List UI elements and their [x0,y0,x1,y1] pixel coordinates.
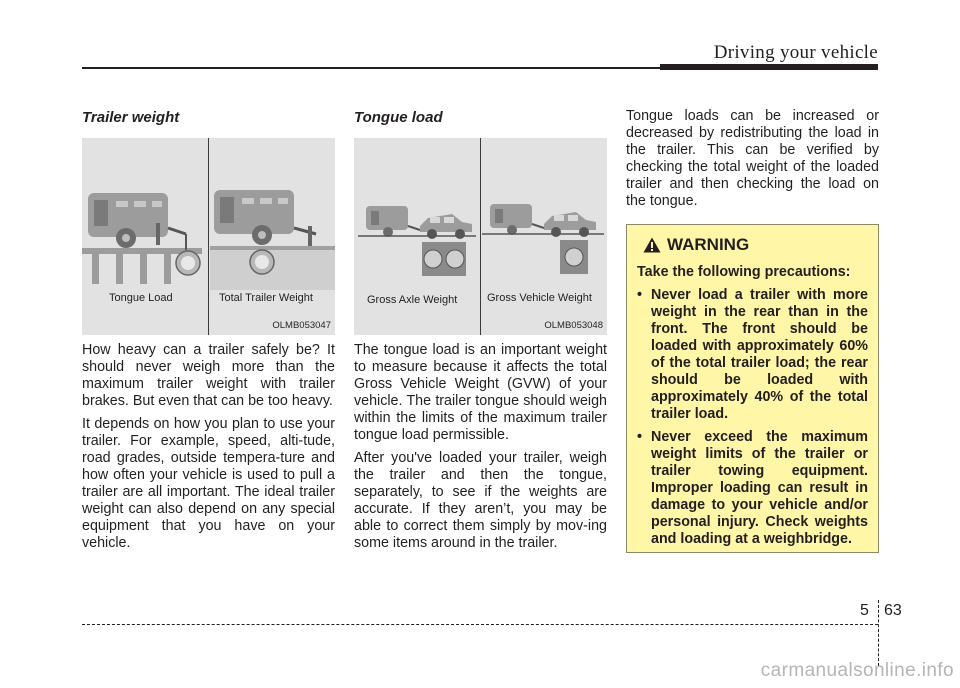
chapter-number: 5 [860,602,869,619]
gross-vehicle-weight-caption: Gross Vehicle Weight [487,292,592,304]
footer-rule [82,624,878,625]
warning-triangle-icon [643,237,661,253]
gross-vehicle-weight-illustration [482,204,604,274]
paragraph: It depends on how you plan to use your trailer. For example, speed, alti-tude, road grades, outside tempera-ture and how often your vehicle is used to pull a trailer are all important. The ideal trailer weight can also depend on any special equipment that you have on your vehicle. [82,416,335,551]
warning-header [643,235,868,255]
paragraph: After you've loaded your trailer, weigh the trailer and then the tongue, separately, to see if the weights are accurate. If they aren’t, you may be able to correct them simply by mov-ing some items around in the trailer. [354,450,607,551]
gross-axle-weight-illustration [358,206,476,276]
warning-intro: Take the following precautions: [637,264,851,280]
warning-item [637,287,868,423]
figure-divider [480,138,481,335]
tongue-load-heading: Tongue load [354,109,443,126]
trailer-weight-body [82,342,335,558]
warning-title: WARNING [667,235,750,254]
tongue-load-illustration [82,193,202,284]
figure-divider [208,138,209,335]
tongue-load-figure [354,138,607,335]
page-number-divider [878,600,879,666]
paragraph: The tongue load is an important weight to measure because it affects the total Gross Vehicle Weight (GVW) of your vehicle. The trailer tongue should weigh within the limits of the maximum trailer tongue load permissible. [354,342,607,443]
total-trailer-weight-caption: Total Trailer Weight [219,292,313,304]
section-title: Driving your vehicle [713,42,878,63]
page-number: 63 [884,602,902,619]
total-trailer-weight-illustration [210,190,335,290]
warning-item-text: Never load a trailer with more weight in the rear than in the front. The front should be loaded with approximately 60% of the total trailer load; the rear should be loaded with approximately 40% of the total trailer load. [651,287,868,422]
trailer-weight-heading: Trailer weight [82,109,180,126]
figure-code: OLMB053048 [544,320,603,331]
bullet: • [637,287,643,303]
watermark: carmanualsonline.info [760,660,954,681]
warning-item [637,429,868,548]
trailer-weight-figure [82,138,335,335]
bullet: • [637,429,643,445]
gross-axle-weight-caption: Gross Axle Weight [367,294,458,306]
header-rule-accent [660,64,878,70]
tongue-load-caption: Tongue Load [109,292,173,304]
paragraph: Tongue loads can be increased or decreased by redistributing the load in the trailer. This can be verified by checking the total weight of the loaded trailer and then checking the load on the tongue. [626,108,879,209]
warning-box [626,224,879,553]
paragraph: How heavy can a trailer safely be? It should never weigh more than the maximum trailer weight with trailer brakes. But even that can be too heavy. [82,342,335,409]
tongue-load-body [354,342,607,558]
figure-code: OLMB053047 [272,320,331,331]
tongue-load-continued [626,108,879,216]
warning-item-text: Never exceed the maximum weight limits of the trailer or trailer towing equipment. Improper loading can result in damage to your vehicle and/or personal injury. Check weights and loading at a weighbridge. [651,429,868,547]
